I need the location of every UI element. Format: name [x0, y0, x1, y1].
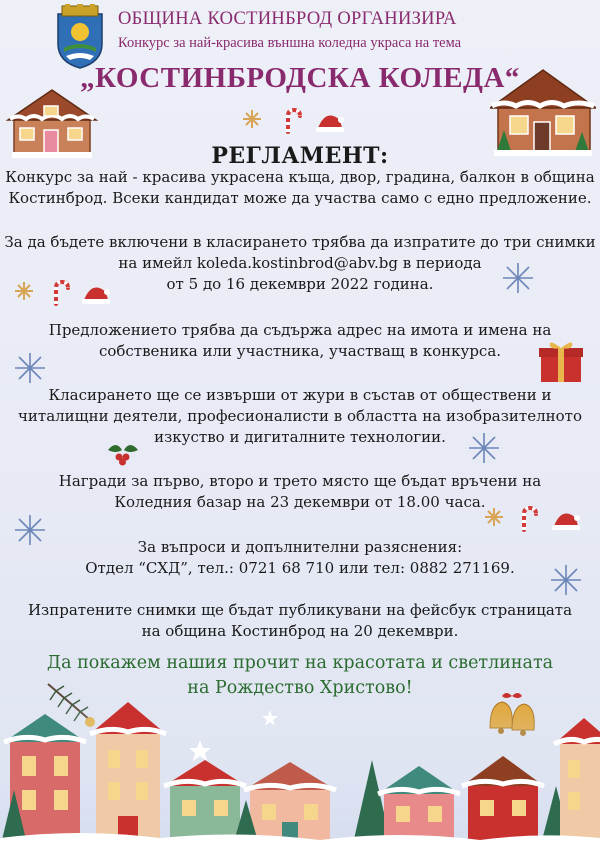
snowflake-icon: [243, 110, 261, 128]
coat-of-arms-icon: [52, 4, 108, 70]
regulation-heading: РЕГЛАМЕНТ:: [211, 143, 389, 169]
snowflake-icon: [500, 260, 536, 296]
paragraph-line: Класирането ще се извърши от жури в състав от обществени и: [48, 386, 552, 404]
snowflake-icon: [466, 430, 502, 466]
gift-box-icon: [538, 338, 584, 384]
rule-paragraph-1: [0, 167, 600, 209]
paragraph-line: Изпратените снимки ще бъдат публикувани на фейсбук страницата: [27, 601, 573, 619]
contest-subtitle: Конкурс за най-красива външна коледна украса на тема: [118, 35, 462, 51]
santa-hat-icon: [316, 116, 344, 133]
closing-line: на Рождество Христово!: [187, 678, 413, 698]
paragraph-line: Костинброд. Всеки кандидат може да участва само с едно предложение.: [8, 189, 592, 207]
snowflake-icon: [15, 282, 33, 300]
paragraph-line: Конкурс за най - красива украсена къща, двор, градина, балкон в община: [5, 168, 595, 186]
paragraph-line: собственика или участника, участващ в конкурса.: [98, 342, 502, 360]
snowflake-icon: [548, 562, 584, 598]
decor-row-left: [12, 276, 112, 306]
candy-cane-icon: [56, 282, 68, 304]
paragraph-line: Награди за първо, второ и трето място ще бъдат връчени на: [58, 472, 542, 490]
paragraph-line: от 5 до 16 декември 2022 година.: [166, 275, 434, 293]
paragraph-line: За въпроси и допълнителни разяснения:: [137, 538, 463, 556]
paragraph-line: Коледния базар на 23 декември от 18.00 часа.: [114, 493, 486, 511]
santa-hat-icon: [552, 514, 580, 531]
snowflake-icon: [12, 350, 48, 386]
candy-cane-icon: [288, 110, 300, 132]
candy-cane-icon: [524, 508, 536, 530]
decor-row-right: [482, 502, 582, 532]
paragraph-line: на имейл koleda.kostinbrod@abv.bg в периода: [118, 254, 482, 272]
rule-paragraph-7: [0, 600, 600, 642]
holly-icon: [106, 440, 140, 466]
paragraph-line: Предложението трябва да съдържа адрес на имота и имена на: [48, 321, 552, 339]
paragraph-line: За да бъдете включени в класирането трябва да изпратите до три снимки: [4, 233, 596, 251]
rule-paragraph-4: [0, 385, 600, 448]
closing-line: Да покажем нашия прочит на красотата и светлината: [46, 653, 554, 673]
decor-row-top: [240, 104, 350, 134]
rule-paragraph-6: [0, 537, 600, 579]
paragraph-line: изкуство и дигиталните технологии.: [154, 428, 446, 446]
paragraph-line: Отдел “СХД”, тел.: 0721 68 710 или тел: 0882 271169.: [85, 559, 515, 577]
santa-hat-icon: [82, 288, 110, 305]
paragraph-line: на община Костинброд на 20 декември.: [141, 622, 459, 640]
paragraph-line: читалищни деятели, професионалисти в областта на изобразителното: [17, 407, 582, 425]
snowflake-icon: [485, 508, 503, 526]
organizer-name: ОБЩИНА КОСТИНБРОД ОРГАНИЗИРА: [118, 9, 457, 29]
contest-title: „КОСТИНБРОДСКА КОЛЕДА“: [80, 62, 520, 94]
village-illustration: [0, 700, 600, 848]
rule-paragraph-3: [0, 320, 600, 362]
